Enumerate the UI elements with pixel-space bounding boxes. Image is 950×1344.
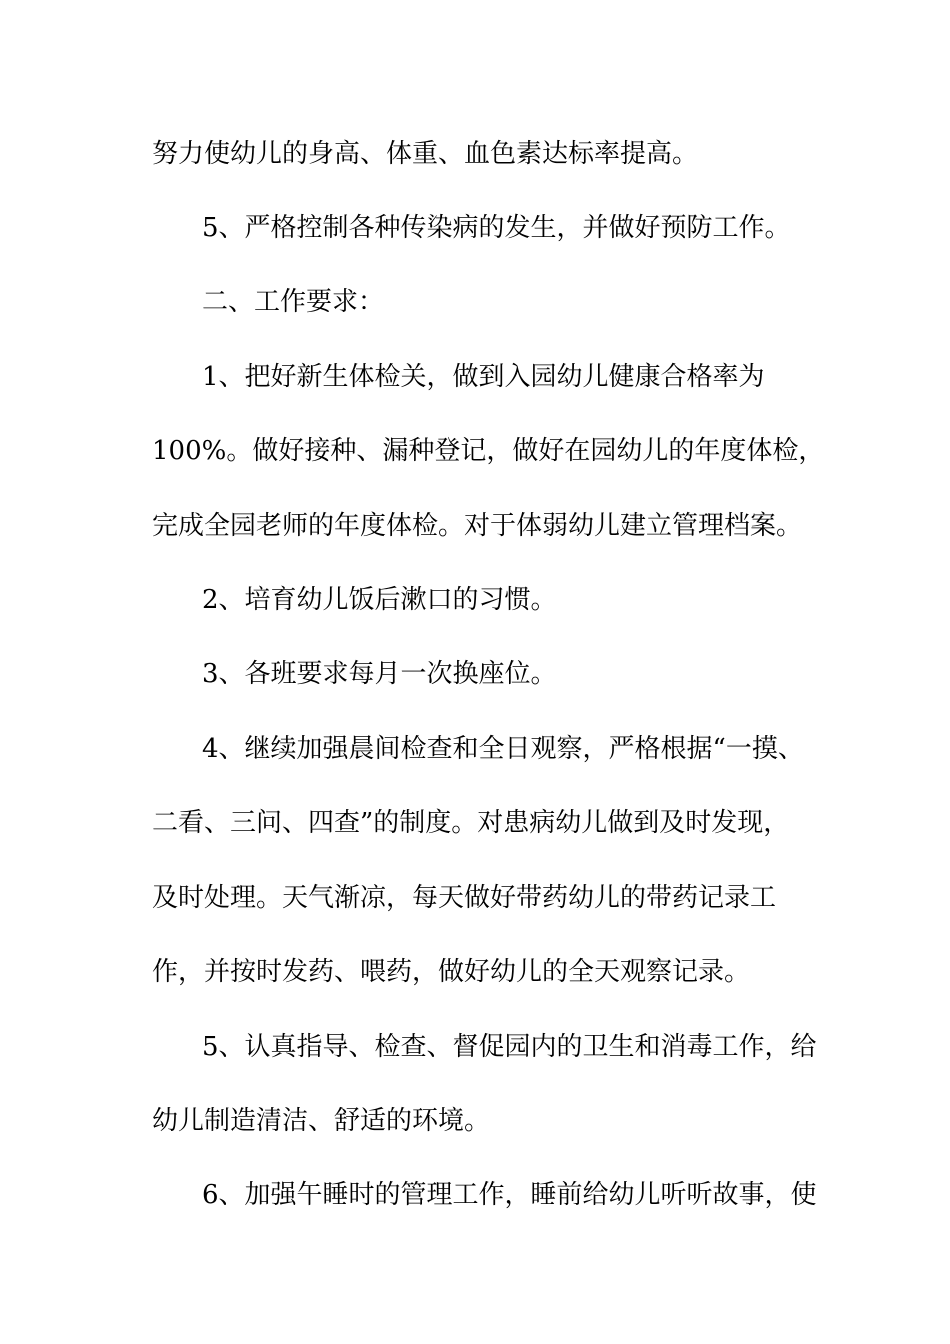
text-line: 5、认真指导、检查、督促园内的卫生和消毒工作，给 <box>202 1032 817 1062</box>
section-heading: 二、工作要求： <box>202 287 385 317</box>
text-line: 作，并按时发药、喂药，做好幼儿的全天观察记录。 <box>152 957 751 987</box>
text-line: 5、严格控制各种传染病的发生，并做好预防工作。 <box>202 213 791 243</box>
text-line: 100%。做好接种、漏种登记，做好在园幼儿的年度体检， <box>152 436 825 466</box>
text-line: 6、加强午睡时的管理工作，睡前给幼儿听听故事，使 <box>202 1180 817 1210</box>
text-line: 4、继续加强晨间检查和全日观察，严格根据“一摸、 <box>202 734 804 764</box>
text-line: 二看、三问、四查”的制度。对患病幼儿做到及时发现， <box>152 808 790 838</box>
text-line: 幼儿制造清洁、舒适的环境。 <box>152 1106 491 1136</box>
text-line: 2、培育幼儿饭后漱口的习惯。 <box>202 585 557 615</box>
text-line: 完成全园老师的年度体检。对于体弱幼儿建立管理档案。 <box>152 511 803 541</box>
text-line: 努力使幼儿的身高、体重、血色素达标率提高。 <box>152 139 699 169</box>
text-line: 1、把好新生体检关，做到入园幼儿健康合格率为 <box>202 362 765 392</box>
text-line: 及时处理。天气渐凉，每天做好带药幼儿的带药记录工 <box>152 883 777 913</box>
text-line: 3、各班要求每月一次换座位。 <box>202 659 557 689</box>
